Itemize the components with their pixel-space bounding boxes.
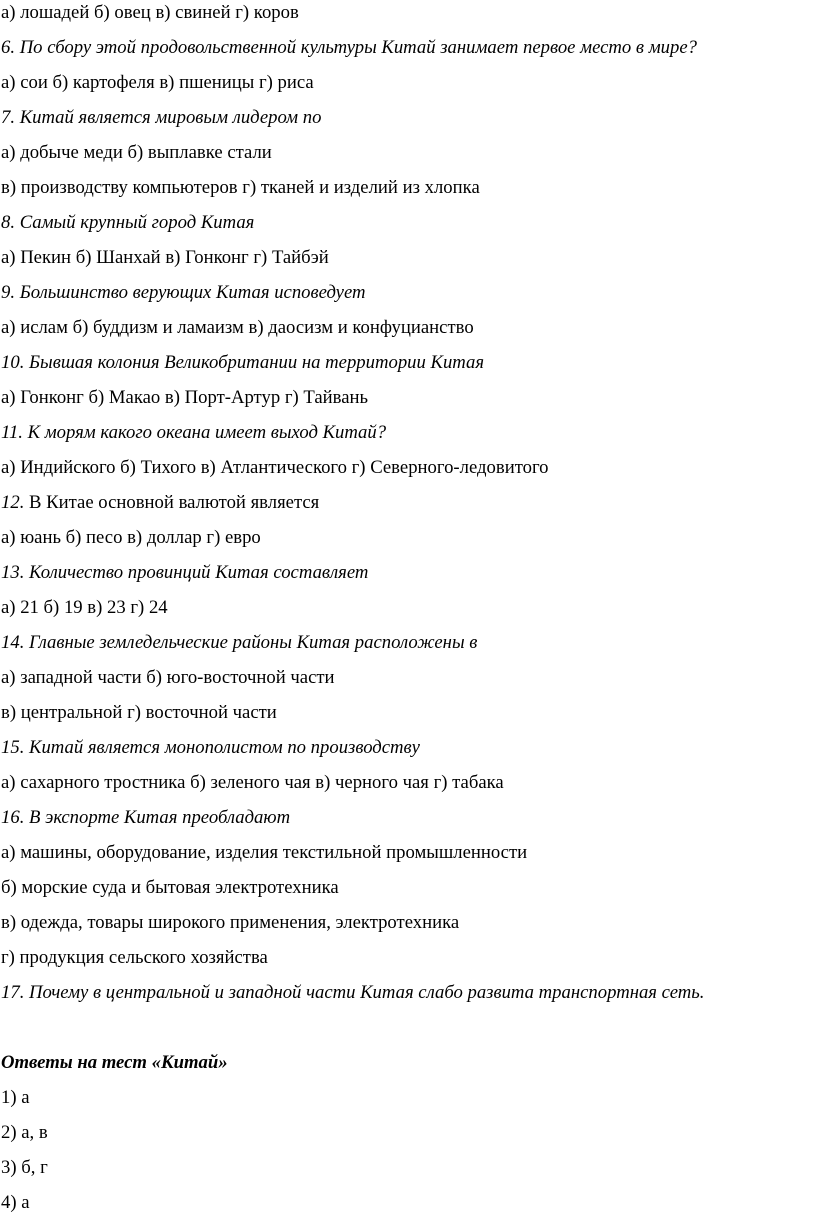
answer-line-12: а) юань б) песо в) доллар г) евро	[1, 527, 261, 548]
question-12	[1, 491, 319, 515]
question-7: 7. Китай является мировым лидером по	[1, 107, 322, 128]
answer-line-7b: в) производству компьютеров г) тканей и изделий из хлопка	[1, 177, 480, 198]
answer-line-7a: а) добыче меди б) выплавке стали	[1, 142, 272, 163]
answer-line-16c: в) одежда, товары широкого применения, электротехника	[1, 912, 460, 933]
answer-key-2: 2) а, в	[1, 1122, 48, 1143]
answer-line-9: а) ислам б) буддизм и ламаизм в) даосизм и конфуцианство	[1, 317, 474, 338]
answer-line-14a: а) западной части б) юго-восточной части	[1, 667, 335, 688]
answer-line-10: а) Гонконг б) Макао в) Порт-Артур г) Тайвань	[1, 387, 369, 408]
answer-line-15: а) сахарного тростника б) зеленого чая в) черного чая г) табака	[1, 772, 504, 793]
answer-line-13: а) 21 б) 19 в) 23 г) 24	[1, 597, 168, 618]
question-15: 15. Китай является монополистом по производству	[1, 737, 420, 758]
question-12-text: В Китае основной валютой является	[24, 492, 320, 513]
question-6: 6. По сбору этой продовольственной культуры Китай занимает первое место в мире?	[1, 37, 697, 58]
answer-key-1: 1) а	[1, 1087, 30, 1108]
answer-line-16d: г) продукция сельского хозяйства	[1, 947, 268, 968]
question-17: 17. Почему в центральной и западной части Китая слабо развита транспортная сеть.	[1, 982, 705, 1003]
answer-line-8: а) Пекин б) Шанхай в) Гонконг г) Тайбэй	[1, 247, 329, 268]
answers-title: Ответы на тест «Китай»	[1, 1052, 228, 1073]
question-13: 13. Количество провинций Китая составляет	[1, 562, 369, 583]
question-14: 14. Главные земледельческие районы Китая расположены в	[1, 632, 478, 653]
answer-key-3: 3) б, г	[1, 1157, 48, 1178]
question-8: 8. Самый крупный город Китая	[1, 212, 255, 233]
question-11: 11. К морям какого океана имеет выход Китай?	[1, 422, 387, 443]
question-9: 9. Большинство верующих Китая исповедует	[1, 282, 366, 303]
answer-line-5: а) лошадей б) овец в) свиней г) коров	[1, 2, 299, 23]
question-12-number: 12.	[1, 492, 25, 513]
question-10: 10. Бывшая колония Великобритании на территории Китая	[1, 352, 485, 373]
answer-line-14b: в) центральной г) восточной части	[1, 702, 277, 723]
answer-line-6: а) сои б) картофеля в) пшеницы г) риса	[1, 72, 314, 93]
answer-key-4: 4) а	[1, 1192, 30, 1213]
answer-line-16a: а) машины, оборудование, изделия текстильной промышленности	[1, 842, 528, 863]
answer-line-11: а) Индийского б) Тихого в) Атлантического г) Северного-ледовитого	[1, 457, 549, 478]
question-16: 16. В экспорте Китая преобладают	[1, 807, 291, 828]
answer-line-16b: б) морские суда и бытовая электротехника	[1, 877, 339, 898]
